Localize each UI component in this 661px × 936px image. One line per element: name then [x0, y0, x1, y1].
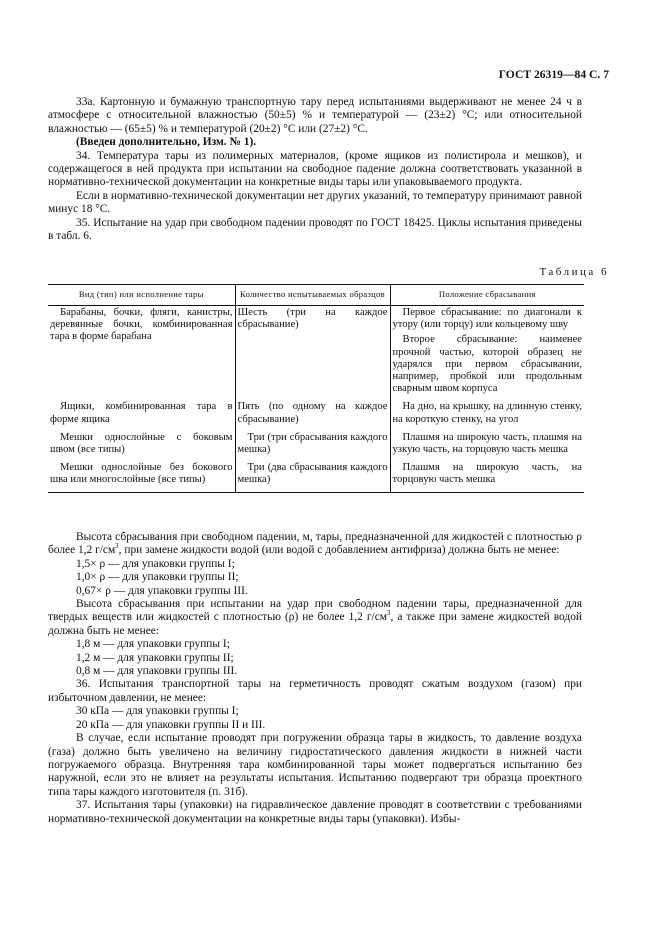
- paragraph-drop-height-solids: Высота сбрасывания при испытании на удар при свободном падении тары, предназначенной для твердых веществ или жидкостей с плотностью (ρ) не более 1,2 $г/см^3$, а также при замене жидкостей водой должна быть не менее:: [48, 598, 582, 637]
- paragraph-34-note: Если в нормативно-технической документации нет других указаний, то температуру принимают равной минус 18 °С.: [48, 189, 582, 216]
- cell-count: Пять (по одному на каждое сбрасывание): [235, 400, 390, 430]
- table-row: [48, 400, 584, 430]
- paragraph-35: 35. Испытание на удар при свободном падении проводят по ГОСТ 18425. Циклы испытания приведены в табл. 6.: [48, 216, 582, 243]
- amendment-note: (Введен дополнительно, Изм. № 1).: [76, 136, 257, 149]
- cell-position: Плашмя на широкую часть, на торцовую часть мешка: [390, 461, 584, 492]
- table-row: [48, 431, 584, 461]
- list-item: 0,67× ρ — для упаковки группы III.: [76, 584, 248, 597]
- cell-count: Три (три сбрасывания каждого мешка): [235, 431, 390, 461]
- paragraph-37: 37. Испытания тары (упаковки) на гидравлическое давление проводят в соответствии с требованиями нормативно-технической документации на конкретные виды тары (упаковки). Избы-: [48, 799, 582, 825]
- header-type: Вид (тип) или исполнение тары: [48, 285, 235, 306]
- cell-position: [390, 306, 584, 401]
- table-row: [48, 461, 584, 492]
- section-33a-35: [48, 96, 582, 243]
- list-item: 20 кПа — для упаковки группы II и III.: [76, 718, 266, 731]
- list-item: 30 кПа — для упаковки группы I;: [76, 705, 239, 718]
- table-caption: Таблица 6: [539, 266, 609, 278]
- table-6: [48, 284, 584, 493]
- list-item: 1,5× ρ — для упаковки группы I;: [76, 557, 235, 570]
- list-item: 1,0× ρ — для упаковки группы II;: [76, 571, 239, 584]
- header-position: Положение сбрасывания: [390, 285, 584, 306]
- list-item: 1,2 м — для упаковки группы II;: [76, 651, 234, 664]
- paragraph-33a: 33а. Картонную и бумажную транспортную тару перед испытаниями выдерживают не менее 24 ч в атмосфере с относительной влажностью (50±5) % и температурой — (23±2) °С; или относительной влажностью — (65±5) % и температурой (20±2) °С или (27±2) °С.: [48, 96, 582, 135]
- cell-position-second: Второе сбрасывание: наименее прочной частью, которой образец не ударялся при первом сбрасывании, например, пробкой или продольным сварным швом корпуса: [392, 334, 582, 395]
- section-drop-heights: [48, 531, 582, 826]
- cell-position: На дно, на крышку, на длинную стенку, на короткую стенку, на угол: [390, 400, 584, 430]
- cell-position-first: Первое сбрасывание: по диагонали к утору (или торцу) или кольцевому шву: [392, 307, 582, 331]
- cell-type: Ящики, комбинированная тара в форме ящика: [50, 401, 233, 425]
- cell-type: Барабаны, бочки, фляги, канистры, деревянные бочки, комбинированная тара в форме барабана: [50, 307, 233, 343]
- table-row: [48, 306, 584, 401]
- cell-type: Мешки однослойные с боковым швом (все типы): [50, 431, 233, 456]
- list-item: 1,8 м — для упаковки группы I;: [76, 638, 230, 651]
- cell-count: Шесть (три на каждое сбрасывание): [235, 306, 390, 401]
- list-item: 0,8 м — для упаковки группы III.: [76, 665, 238, 678]
- paragraph-drop-height-liquids: Высота сбрасывания при свободном падении, м, тары, предназначенной для жидкостей с плотностью ρ более 1,2 $г/см^3$, при замене жидкости водой (или водой с добавлением антифриза) должна быть не менее:: [48, 531, 582, 557]
- cell-count: Три (два сбрасывания каждого мешка): [235, 461, 390, 492]
- cell-type: Мешки однослойные без бокового шва или многослойные (все типы): [48, 461, 235, 492]
- cell-position: Плашмя на широкую часть, плашмя на узкую часть, на торцовую часть мешка: [390, 431, 584, 461]
- header-count: Количество испытываемых образцов: [235, 285, 390, 306]
- paragraph-34: 34. Температура тары из полимерных материалов, (кроме ящиков из полистирола и мешков), и содержащегося в ней продукта при испытании на свободное падение должна соответствовать указанной в нормативно-технической документации на конкретные виды тары или упаковываемого продукта.: [48, 149, 582, 189]
- page-header: ГОСТ 26319—84 С. 7: [498, 68, 609, 81]
- table-header-row: [48, 285, 584, 306]
- paragraph-immersion-test: В случае, если испытание проводят при погружении образца тары в жидкость, то давление воздуха (газа) должно быть увеличено на величину гидростатического давления жидкости в нижней части погружаемого образца. Внутренняя тара комбинированной тары может подвергаться испытанию без наружной, если это не влияет на результаты испытания. Испытанию подвергают три образца проектного типа тары каждого изготовителя (п. 31б).: [48, 732, 582, 798]
- paragraph-36: 36. Испытания транспортной тары на герметичность проводят сжатым воздухом (газом) при избыточном давлении, не менее:: [48, 678, 582, 704]
